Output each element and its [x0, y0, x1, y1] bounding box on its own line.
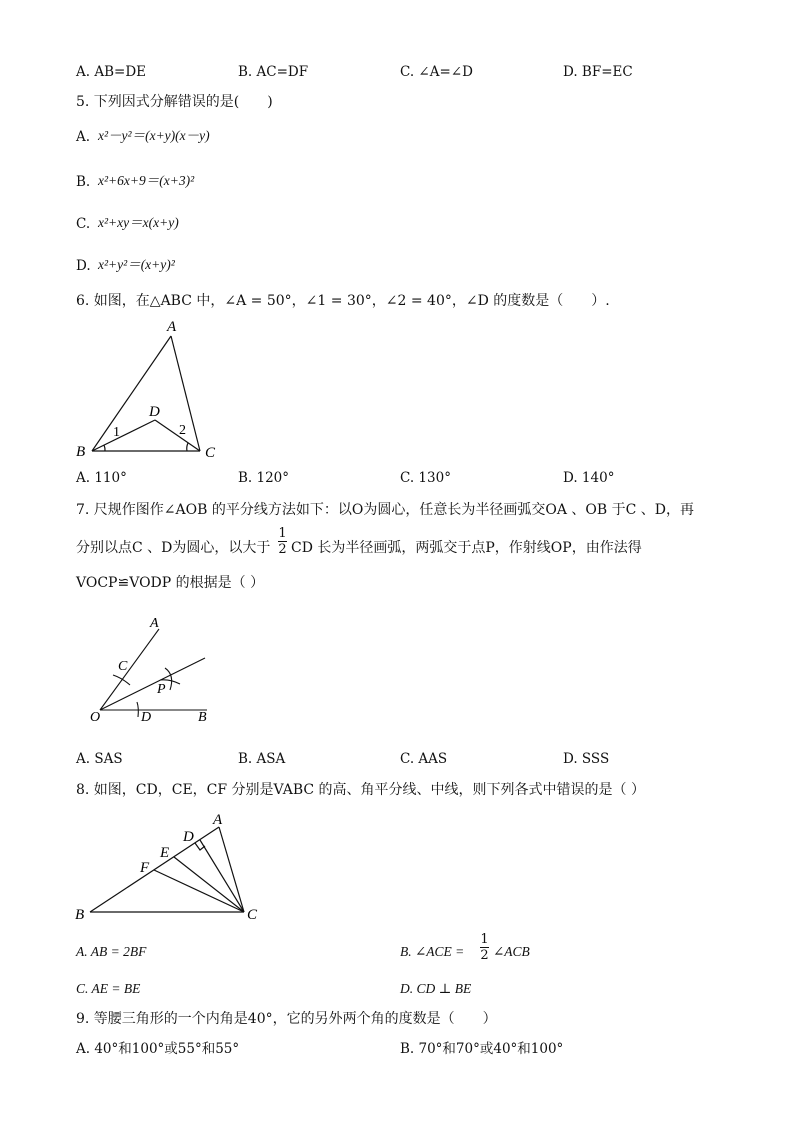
q7-label-d: D — [141, 710, 152, 725]
q7-line2-start: 分别以点C 、D为圆心，以大于 — [76, 540, 271, 556]
q5-option-b-letter: B. — [76, 174, 91, 190]
q5-option-a-letter: A. — [76, 129, 91, 145]
q6-label-d: D — [149, 404, 160, 420]
q7-label-c: C — [118, 659, 128, 674]
q5-option-d-expr: x²+y²＝(x+y)² — [98, 257, 175, 272]
q8-option-b-start: B. ∠ACE = — [400, 944, 465, 959]
q8-label-a: A — [213, 812, 223, 828]
q8-label-e: E — [160, 845, 170, 861]
q8-label-c: C — [247, 907, 258, 923]
q5-option-c-letter: C. — [76, 216, 91, 232]
q8-stem: 8. 如图，CD，CE，CF 分别是VABC 的高、角平分线、中线，则下列各式中错误的是（ ） — [76, 782, 645, 798]
q6-label-1: 1 — [113, 425, 120, 440]
q7-line2-end: CD 长为半径画弧，两弧交于点P，作射线OP，由作法得 — [291, 540, 642, 556]
q5-option-a-expr: x²－y²＝(x+y)(x－y) — [98, 128, 210, 143]
q6-option-b: B. 120° — [238, 470, 290, 486]
q9-option-a: A. 40°和100°或55°和55° — [76, 1041, 240, 1057]
q6-option-c: C. 130° — [400, 470, 451, 486]
q8-option-b-fraction — [480, 933, 489, 962]
q5-stem: 5. 下列因式分解错误的是( ) — [76, 94, 273, 110]
q6-option-d: D. 140° — [563, 470, 615, 486]
q7-option-a: A. SAS — [76, 751, 123, 767]
q6-label-2: 2 — [179, 423, 186, 438]
q4-option-d: D. BF=EC — [563, 64, 633, 80]
q4-option-c: C. ∠A=∠D — [400, 64, 473, 80]
q6-label-a: A — [167, 319, 177, 335]
q7-fraction-numerator: 1 — [278, 526, 287, 541]
q8-label-b: B — [75, 907, 85, 923]
q9-stem: 9. 等腰三角形的一个内角是40°，它的另外两个角的度数是（ ） — [76, 1011, 497, 1027]
q5-option-d-letter: D. — [76, 258, 91, 274]
q7-option-b: B. ASA — [238, 751, 286, 767]
q6-label-b: B — [76, 444, 86, 460]
q5-option-c-expr: x²+xy＝x(x+y) — [98, 215, 179, 230]
q7-option-c: C. AAS — [400, 751, 448, 767]
q7-label-o: O — [90, 710, 101, 725]
q4-option-a: A. AB=DE — [76, 64, 146, 80]
q7-line1: 7. 尺规作图作∠AOB 的平分线方法如下：以O为圆心，任意长为半径画弧交OA 、OB 于C 、D，再 — [76, 502, 694, 518]
q8-label-f: F — [140, 860, 150, 876]
q5-option-b-expr: x²+6x+9＝(x+3)² — [98, 173, 195, 188]
q8-option-b-fraction-denominator: 2 — [480, 948, 489, 963]
q8-option-d: D. CD ⊥ BE — [400, 981, 472, 996]
q7-label-p: P — [157, 682, 166, 697]
q8-option-b-fraction-numerator: 1 — [480, 932, 489, 947]
q8-option-a: A. AB = 2BF — [76, 944, 147, 959]
q6-label-c: C — [205, 445, 216, 461]
q7-label-b: B — [198, 710, 207, 725]
q8-label-d: D — [183, 829, 194, 845]
q7-line3: VOCP≌VODP 的根据是（ ） — [76, 575, 265, 591]
q6-option-a: A. 110° — [76, 470, 127, 486]
q4-option-b: B. AC=DF — [238, 64, 309, 80]
q8-option-b-end: ∠ACB — [493, 944, 530, 959]
q6-stem: 6. 如图，在△ABC 中，∠A = 50°，∠1 = 30°，∠2 = 40°，∠D 的度数是（ ）. — [76, 293, 610, 309]
q8-option-c: C. AE = BE — [76, 981, 141, 996]
q7-label-a: A — [150, 616, 159, 631]
q9-option-b: B. 70°和70°或40°和100° — [400, 1041, 564, 1057]
q7-fraction-denominator: 2 — [278, 542, 287, 557]
q7-option-d: D. SSS — [563, 751, 610, 767]
